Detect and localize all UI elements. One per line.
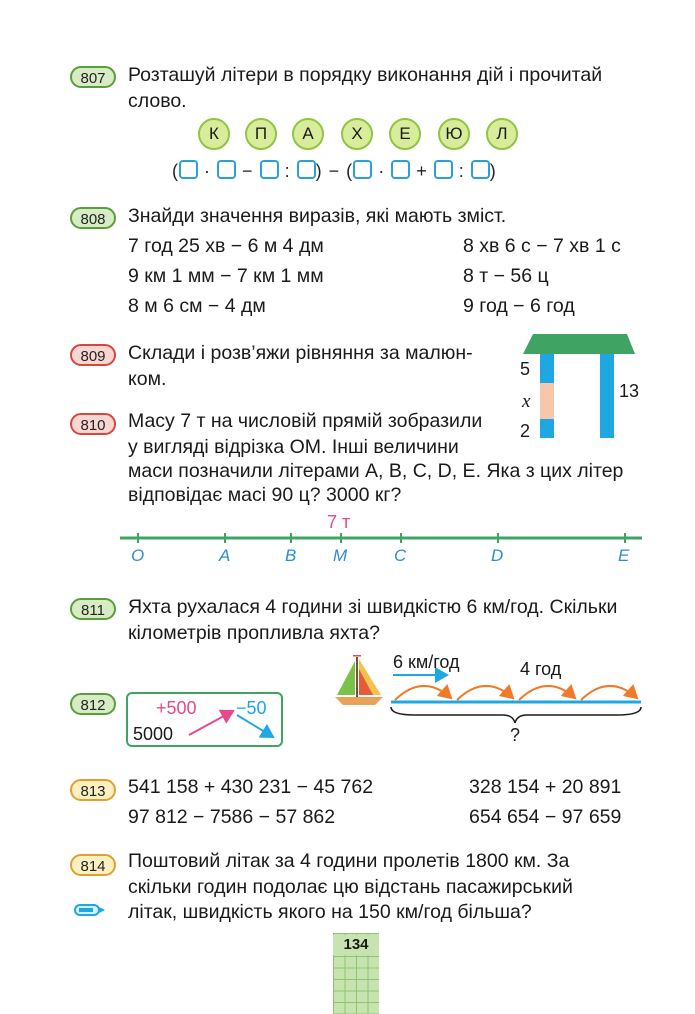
page-number: 134	[333, 935, 379, 955]
point-b: B	[285, 546, 297, 565]
letter-circle: К	[198, 118, 230, 150]
blank-box[interactable]	[434, 160, 453, 179]
task-814-line2: скільки годин подолає цю відстань пасажирський	[128, 876, 573, 898]
letter-circle: Х	[341, 118, 373, 150]
figure-left-leg-mid	[540, 383, 554, 419]
figure-left-leg-bottom	[540, 419, 554, 438]
blank-box[interactable]	[179, 160, 198, 179]
expression: 8 т − 56 ц	[463, 265, 549, 287]
blank-box[interactable]	[217, 160, 236, 179]
expression: 9 год − 6 год	[463, 295, 575, 317]
task-number-814: 814	[70, 854, 116, 876]
jump-2	[457, 686, 513, 700]
paren-close: )	[489, 161, 497, 181]
expression: 541 158 + 430 231 − 45 762	[128, 776, 374, 798]
chain-op2: −50	[236, 698, 267, 718]
letter-circle: Ю	[438, 118, 470, 150]
blank-box[interactable]	[391, 160, 410, 179]
point-d: D	[491, 546, 504, 565]
point-o: O	[131, 546, 145, 565]
op-div: :	[284, 161, 291, 181]
task-807-line1: Розташуй літери в порядку виконання дій і прочитай	[128, 64, 603, 86]
jump-1	[395, 686, 451, 700]
point-a: A	[219, 546, 231, 565]
expression: 8 хв 6 с − 7 хв 1 с	[463, 235, 621, 257]
point-e: E	[618, 546, 630, 565]
blank-box[interactable]	[260, 160, 279, 179]
jump-4	[581, 686, 637, 700]
letter-circle: А	[292, 118, 324, 150]
task-811-line2: кілометрів пропливла яхта?	[128, 622, 380, 644]
chain-op1: +500	[156, 698, 197, 718]
blank-box[interactable]	[353, 160, 372, 179]
pencil-icon	[70, 902, 106, 918]
task-810-line4: відповідає масі 90 ц? 3000 кг?	[128, 484, 402, 506]
figure-label-5: 5	[520, 359, 531, 379]
task-number-813: 813	[70, 779, 116, 801]
task-number-812: 812	[70, 693, 116, 715]
op-div: :	[458, 161, 465, 181]
task-810-line2: у вигляді відрізка ОМ. Інші величини	[128, 436, 459, 458]
paren-open: (	[172, 161, 179, 181]
expression: 328 154 + 20 891	[469, 776, 622, 798]
page-number-block	[333, 933, 379, 1014]
task-810-line3: маси позначили літерами А, В, С, D, Е. Яка з цих літер	[128, 460, 624, 482]
task-807-line2: слово.	[128, 90, 187, 112]
letter-circle: Л	[486, 118, 518, 150]
expression: 9 км 1 мм − 7 км 1 мм	[128, 265, 324, 287]
speed-label: 6 км/год	[393, 652, 460, 672]
op-minus: −	[328, 161, 341, 181]
task-number-808: 808	[70, 207, 116, 229]
expression: 654 654 − 97 659	[469, 806, 622, 828]
figure-label-x: x	[522, 391, 531, 412]
number-line	[120, 530, 650, 550]
task-number-810: 810	[70, 413, 116, 435]
figure-right-leg	[600, 354, 614, 438]
distance-brace	[391, 707, 641, 723]
blank-box[interactable]	[471, 160, 490, 179]
task-809-line1: Склади і розв’яжи рівняння за малюн-	[128, 342, 473, 364]
chain-start: 5000	[133, 724, 174, 744]
question-mark: ?	[510, 725, 521, 745]
expression: 97 812 − 7586 − 57 862	[128, 806, 336, 828]
op-mul: ·	[378, 161, 386, 181]
task-810-line1: Масу 7 т на числовій прямій зобразили	[128, 410, 483, 432]
letter-circle: Е	[389, 118, 421, 150]
op-mul: ·	[204, 161, 212, 181]
task-807-expression	[172, 160, 497, 182]
figure-top	[523, 334, 635, 354]
figure-label-13: 13	[619, 381, 640, 401]
expression: 7 год 25 хв − 6 м 4 дм	[128, 235, 324, 257]
task-811-line1: Яхта рухалася 4 години зі швидкістю 6 км/год. Скільки	[128, 596, 618, 618]
figure-label-2: 2	[520, 421, 531, 441]
task-808-line1: Знайди значення виразів, які мають зміст.	[128, 205, 507, 227]
jump-3	[519, 686, 575, 700]
task-814-line3: літак, швидкість якого на 150 км/год більша?	[128, 901, 532, 923]
task-number-807: 807	[70, 66, 116, 88]
op-minus: −	[242, 161, 254, 181]
point-m: M	[333, 546, 348, 565]
blank-box[interactable]	[297, 160, 316, 179]
time-label: 4 год	[520, 659, 562, 679]
point-c: C	[394, 546, 407, 565]
expression: 8 м 6 см − 4 дм	[128, 295, 266, 317]
paren-open: (	[346, 161, 354, 181]
task-809-line2: ком.	[128, 368, 167, 390]
task-814-line1: Поштовий літак за 4 години пролетів 1800 км. За	[128, 850, 570, 872]
figure-left-leg-top	[540, 354, 554, 383]
sailboat-icon	[333, 655, 387, 707]
op-plus: +	[416, 161, 428, 181]
letter-circle: П	[245, 118, 277, 150]
task-number-811: 811	[70, 598, 116, 620]
paren-close: )	[315, 161, 323, 181]
task-number-809: 809	[70, 344, 116, 366]
axis-label-7t: 7 т	[327, 512, 351, 532]
